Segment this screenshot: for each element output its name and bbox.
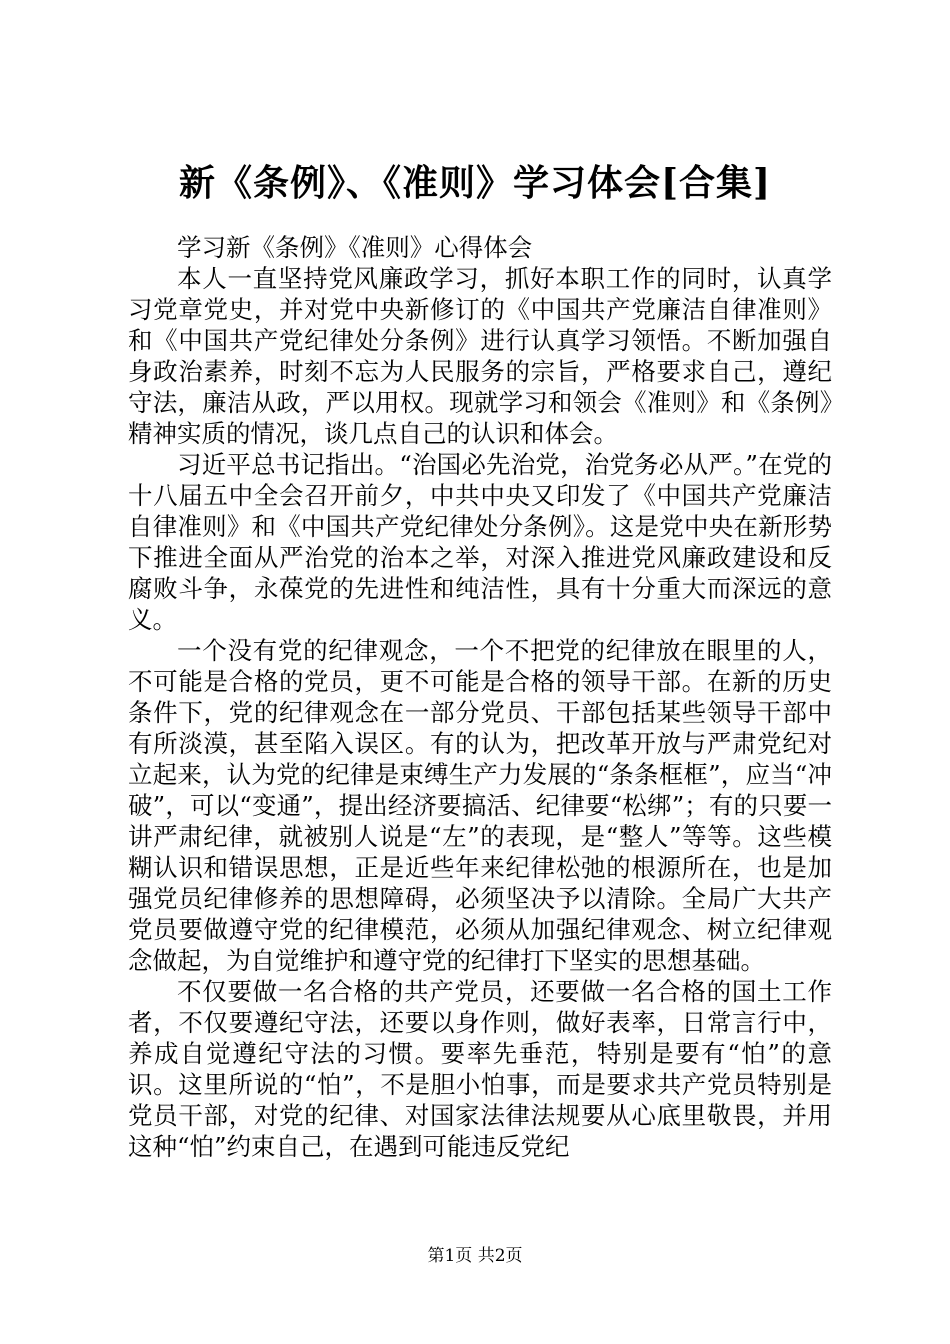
page-footer: 第1页 共2页 <box>427 1246 523 1266</box>
body-paragraph-1: 本人一直坚持党风廉政学习，抓好本职工作的同时，认真学习党章党史，并对党中央新修订的《中国共产党廉洁自律准则》和《中国共产党纪律处分条例》进行认真学习领悟。不断加强自身政治素养，时刻不忘为人民服务的宗旨，严格要求自己，遵纪守法，廉洁从政，严以用权。现就学习和领会《准则》和《条例》精神实质的情况，谈几点自己的认识和体会。 <box>128 264 832 448</box>
body-paragraph-2: 习近平总书记指出。“治国必先治党，治党务必从严。”在党的十八届五中全会召开前夕，中共中央又印发了《中国共产党廉洁自律准则》和《中国共产党纪律处分条例》。这是党中央在新形势下推进全面从严治党的治本之举，对深入推进党风廉政建设和反腐败斗争，永葆党的先进性和纯洁性，具有十分重大而深远的意义。 <box>128 450 832 634</box>
document-subtitle: 学习新《条例》《准则》心得体会 <box>177 233 533 262</box>
document-title: 新《条例》、《准则》学习体会[合集] <box>178 162 772 204</box>
body-paragraph-3: 一个没有党的纪律观念，一个不把党的纪律放在眼里的人，不可能是合格的党员，更不可能是合格的领导干部。在新的历史条件下，党的纪律观念在一部分党员、干部包括某些领导干部中有所淡漠，甚至陷入误区。有的认为，把改革开放与严肃党纪对立起来，认为党的纪律是束缚生产力发展的“条条框框”，应当“冲破”，可以“变通”，提出经济要搞活、纪律要“松绑”；有的只要一讲严肃纪律，就被别人说是“左”的表现，是“整人”等等。这些模糊认识和错误思想，正是近些年来纪律松弛的根源所在，也是加强党员纪律修养的思想障碍，必须坚决予以清除。全局广大共产党员要做遵守党的纪律模范，必须从加强纪律观念、树立纪律观念做起，为自觉维护和遵守党的纪律打下坚实的思想基础。 <box>128 636 832 975</box>
document-body <box>128 232 832 1162</box>
body-paragraph-4: 不仅要做一名合格的共产党员，还要做一名合格的国土工作者，不仅要遵纪守法，还要以身作则，做好表率，日常言行中，养成自觉遵纪守法的习惯。要率先垂范，特别是要有“怕”的意识。这里所说的“怕”，不是胆小怕事，而是要求共产党员特别是党员干部，对党的纪律、对国家法律法规要从心底里敬畏，并用这种“怕”约束自己，在遇到可能违反党纪 <box>128 977 832 1161</box>
